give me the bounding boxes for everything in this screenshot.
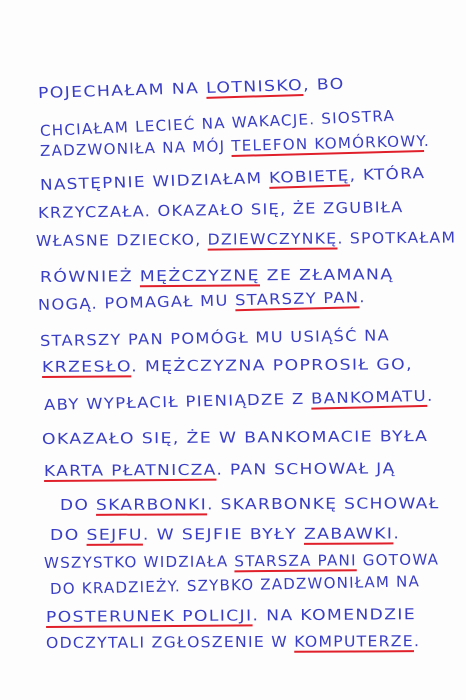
- text-line: [44, 459, 396, 480]
- text-line: [46, 605, 416, 626]
- text-line: [36, 228, 456, 250]
- underlined-word: KARTA PŁATNICZA: [43, 460, 217, 480]
- text-line: [50, 572, 420, 598]
- text-segment: NOGĄ. POMAGAŁ MU: [37, 291, 236, 314]
- underlined-word: KOMPUTERZE: [294, 632, 414, 651]
- text-segment: . SPOTKAŁAM: [337, 228, 457, 248]
- underlined-word: DZIEWCZYNKĘ: [207, 229, 338, 249]
- text-segment: DO: [59, 495, 97, 514]
- underlined-word: STARSZY PAN: [234, 288, 360, 310]
- underlined-word: LOTNISKO: [205, 75, 304, 97]
- text-segment: STARSZY PAN POMÓGŁ MU USIĄŚĆ NA: [39, 326, 391, 350]
- text-line: [40, 164, 426, 194]
- text-segment: .: [358, 288, 366, 307]
- text-segment: GOTOWA: [356, 550, 440, 570]
- text-segment: , KTÓRA: [349, 163, 426, 185]
- underlined-word: SEJFU: [86, 525, 143, 544]
- text-segment: .: [426, 386, 434, 405]
- text-segment: OKAZAŁO SIĘ, ŻE W BANKOMACIE BYŁA: [41, 427, 429, 448]
- text-segment: ZADZWONIŁA NA MÓJ: [39, 137, 232, 160]
- text-segment: .: [413, 632, 421, 651]
- text-segment: .: [393, 524, 401, 543]
- text-line: [40, 265, 394, 286]
- text-segment: ZE ZŁAMANĄ: [259, 265, 394, 285]
- text-line: [38, 198, 404, 222]
- text-segment: . SKARBONKĘ SCHOWAŁ: [206, 494, 440, 514]
- text-segment: KRZYCZAŁA. OKAZAŁO SIĘ, ŻE ZGUBIŁA: [37, 198, 404, 222]
- text-segment: . MĘŻCZYZNA POPROSIŁ GO,: [131, 355, 413, 376]
- underlined-word: TELEFON KOMÓRKOWY: [231, 132, 425, 156]
- underlined-word: SKARBONKI: [95, 495, 208, 514]
- underlined-word: POSTERUNEK POLICJI: [45, 606, 253, 626]
- text-segment: .: [423, 131, 431, 151]
- text-line: [38, 288, 366, 314]
- text-segment: DO: [49, 525, 87, 544]
- underlined-word: KOBIETĘ: [268, 166, 350, 187]
- text-segment: . PAN SCHOWAŁ JĄ: [216, 459, 396, 479]
- text-segment: . NA KOMENDZIE: [252, 605, 417, 625]
- text-segment: . W SEJFIE BYŁY: [142, 524, 305, 544]
- text-segment: ODCZYTALI ZGŁOSZENIE W: [45, 632, 295, 652]
- text-segment: WŁASNE DZIECKO,: [35, 230, 208, 250]
- text-segment: POJECHAŁAM NA: [37, 78, 207, 102]
- text-line: [44, 387, 434, 414]
- text-segment: DO KRADZIEŻY. SZYBKO ZADZWONIŁAM NA: [49, 572, 421, 598]
- text-line: [40, 326, 390, 350]
- text-segment: NASTĘPNIE WIDZIAŁAM: [39, 168, 270, 194]
- underlined-word: STARSZA PANI: [234, 551, 357, 571]
- text-segment: RÓWNIEŻ: [39, 267, 140, 286]
- text-segment: , BO: [302, 74, 345, 94]
- underlined-word: MĘŻCZYZNĘ: [139, 266, 260, 286]
- underlined-word: BANKOMATU: [310, 386, 428, 408]
- text-line: [42, 355, 413, 376]
- text-line: [46, 632, 420, 652]
- text-line: [44, 551, 439, 572]
- underlined-word: KRZESŁO: [41, 357, 132, 376]
- text-line: [38, 75, 345, 102]
- text-line: [50, 524, 400, 544]
- text-line: [42, 427, 428, 448]
- text-line: [60, 494, 440, 514]
- text-segment: CHCIAŁAM LECIEĆ NA WAKACJE. SIOSTRA: [39, 106, 396, 140]
- underlined-word: ZABAWKI: [303, 524, 394, 543]
- text-segment: WSZYSTKO WIDZIAŁA: [43, 552, 235, 572]
- text-segment: ABY WYPŁACIŁ PIENIĄDZE Z: [43, 389, 312, 414]
